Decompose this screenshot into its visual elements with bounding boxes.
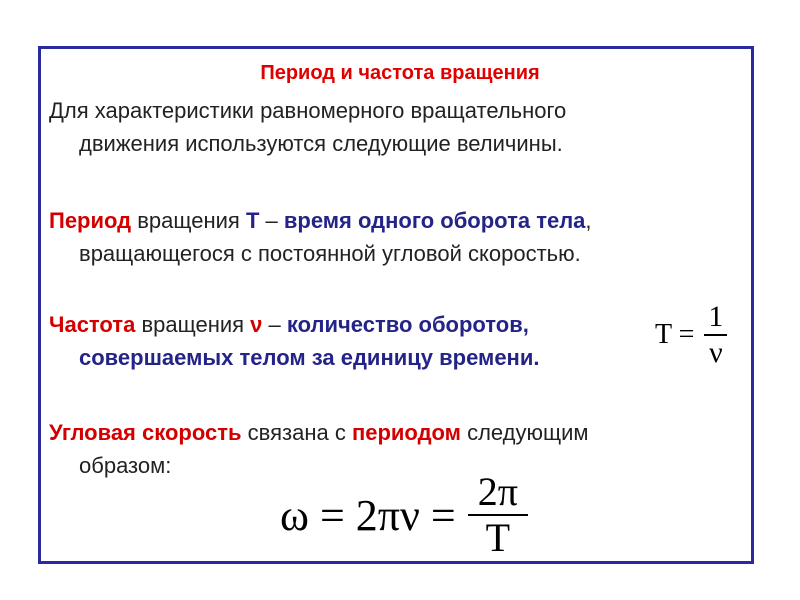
slide-title: Период и частота вращения (260, 62, 540, 84)
formula-period (655, 300, 727, 370)
angular-text-2: следующим (460, 420, 589, 445)
frequency-paragraph (49, 308, 649, 374)
formula-omega-denominator: T (485, 515, 511, 560)
period-definition: время одного оборота тела (283, 208, 586, 233)
frequency-definition-1: количество оборотов, (286, 312, 529, 337)
intro-line-2: движения используются следующие величины. (79, 131, 563, 156)
frequency-dash: – (262, 312, 287, 337)
period-text: вращения (131, 208, 246, 233)
formula-period-fraction (704, 300, 727, 370)
formula-period-numerator: 1 (708, 300, 724, 333)
formula-omega-fraction (468, 470, 528, 560)
intro-paragraph (49, 94, 649, 160)
angular-term-period: периодом (351, 420, 461, 445)
period-symbol: T (245, 208, 260, 233)
angular-term: Угловая скорость (49, 420, 242, 445)
frequency-term: Частота (49, 312, 136, 337)
formula-omega-numerator: 2π (477, 469, 518, 514)
formula-omega (280, 470, 528, 560)
angular-text: связана с (241, 420, 352, 445)
formula-period-denominator: ν (709, 336, 723, 369)
formula-period-lhs: T = (655, 319, 695, 350)
period-dash: – (259, 208, 284, 233)
period-term: Период (49, 208, 132, 233)
frequency-definition-2: совершаемых телом за единицу времени. (79, 345, 540, 370)
period-comma: , (585, 208, 592, 233)
frequency-text: вращения (135, 312, 251, 337)
frequency-symbol: ν (250, 312, 263, 337)
intro-line-1: Для характеристики равномерного вращательного (49, 98, 567, 123)
formula-omega-lhs: ω = 2πν = (280, 490, 456, 540)
period-line-2: вращающегося с постоянной угловой скоростью. (79, 241, 581, 266)
period-paragraph (49, 204, 649, 270)
angular-line-2: образом: (79, 453, 172, 478)
